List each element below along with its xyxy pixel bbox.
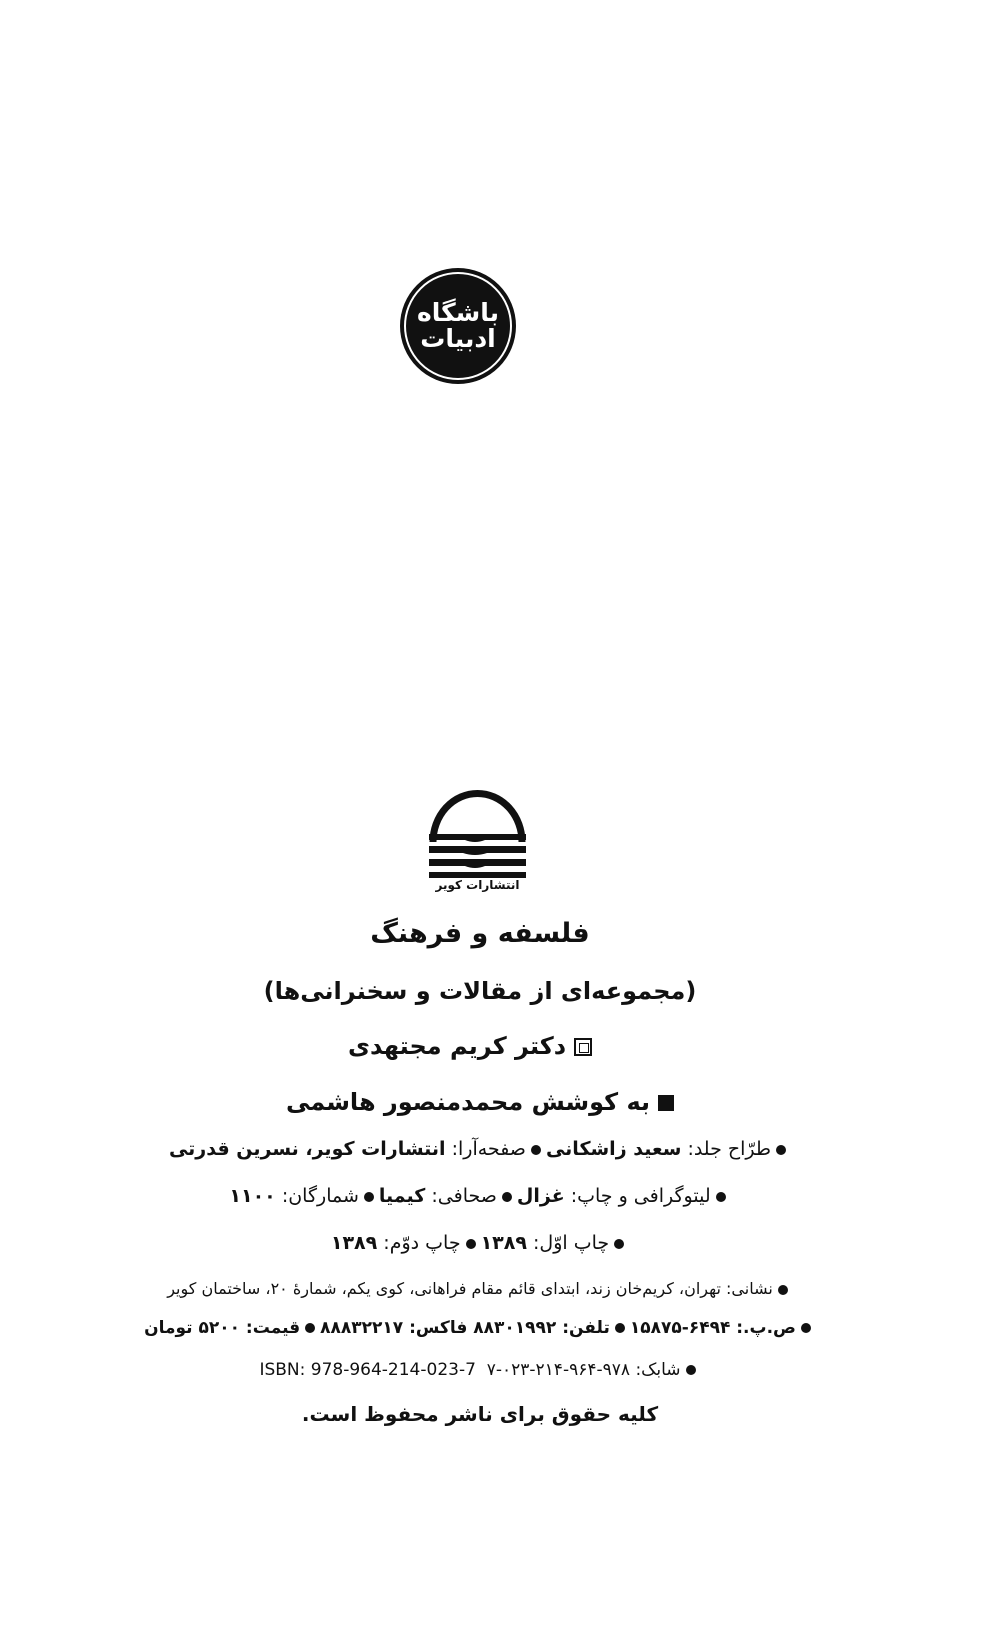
credits-line-2: لیتوگرافی و چاپ: غزالصحافی: کیمیاشمارگان: ۱۱۰۰ [0,1185,960,1207]
seal-line-2: ادبیات [420,324,496,353]
square-bullet-icon [574,1038,592,1056]
compiler: به کوشش محمدمنصور هاشمی [285,1088,651,1116]
rights-notice: کلیه حقوق برای ناشر محفوظ است. [301,1402,659,1426]
contact-line: ص.پ.: ۶۴۹۴-۱۵۸۷۵تلفن: ۸۸۳۰۱۹۹۲ فاکس: ۸۸۸۳۲۲۱۷قیمت: ۵۲۰۰ تومان [0,1318,960,1338]
address-line [0,1279,960,1298]
book-title: فلسفه و فرهنگ [370,918,590,949]
address: نشانی: تهران، کریم‌خان زند، ابتدای قائم مقام فراهانی، کوی یکم، شمارهٔ ۲۰، ساختمان کویر [167,1279,773,1298]
book-subtitle: (مجموعه‌ای از مقالات و سخنرانی‌ها) [263,977,697,1005]
credits-line-1: طرّاح جلد: سعید زاشکانیصفحه‌آرا: انتشارات کویر، نسرین قدرتی [0,1138,960,1160]
author-line [0,1032,950,1060]
square-bullet-icon [658,1095,674,1111]
series-seal-logo [400,268,516,384]
publisher-name: انتشارات کویر [435,878,520,892]
author: دکتر کریم مجتهدی [347,1032,567,1060]
isbn-line: شابک: ۹۷۸-۹۶۴-۲۱۴-۰۲۳-۷ ISBN: 978-964-214-023-7 [0,1360,960,1380]
compiler-line [0,1088,960,1116]
editions-line: چاپ اوّل: ۱۳۸۹چاپ دوّم: ۱۳۸۹ [0,1232,960,1254]
seal-line-1: باشگاه [416,297,500,327]
